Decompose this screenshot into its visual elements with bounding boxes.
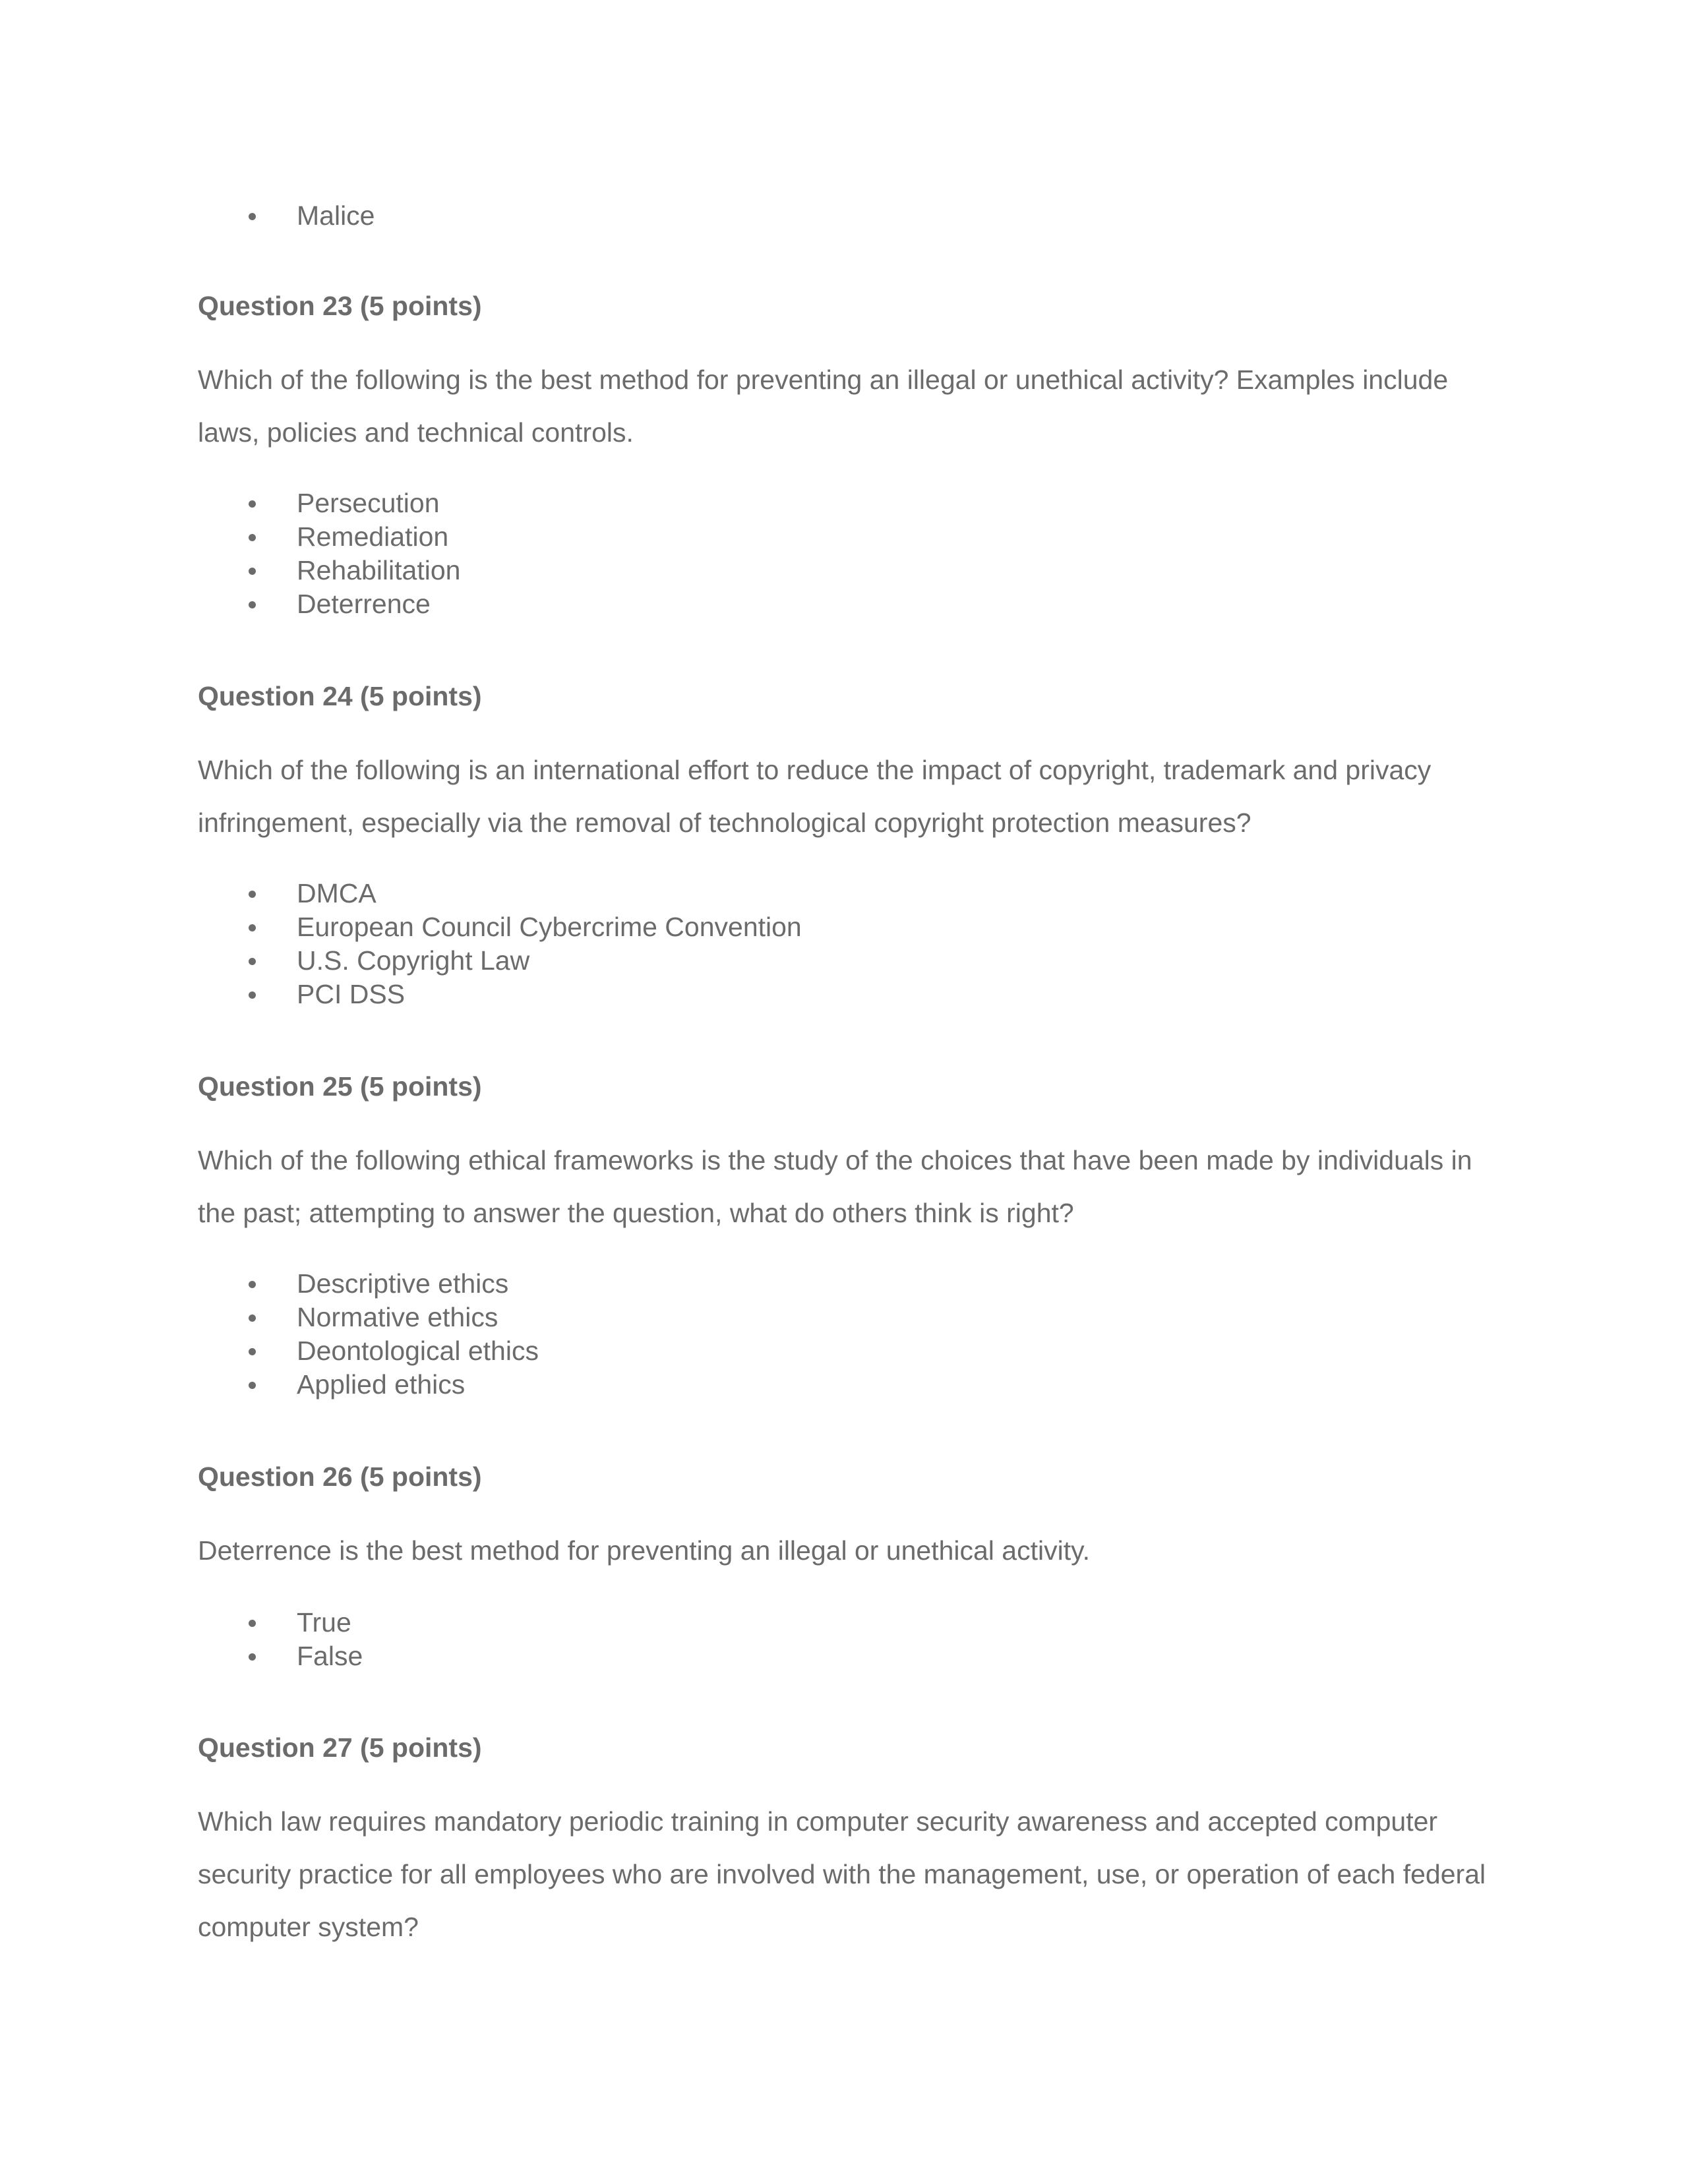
bullet-icon	[249, 1620, 256, 1627]
question-title: Question 27 (5 points)	[198, 1732, 482, 1763]
bullet-icon	[249, 534, 256, 541]
option-label: Applied ethics	[297, 1369, 466, 1400]
option-label: DMCA	[297, 878, 377, 908]
bullet-icon	[249, 500, 256, 508]
option-label: False	[297, 1641, 363, 1671]
option-label: European Council Cybercrime Convention	[297, 912, 802, 942]
question-text: Deterrence is the best method for preventing an illegal or unethical activity.	[198, 1535, 1090, 1566]
question-text: Which of the following is an international effort to reduce the impact of copyright, trademark and privacy infringement, especially via the removal of technological copyright protection measures?	[198, 755, 1432, 838]
option-label: Descriptive ethics	[297, 1268, 509, 1299]
question-title: Question 24 (5 points)	[198, 681, 482, 711]
option-label: Malice	[297, 200, 375, 231]
option-label: Persecution	[297, 488, 440, 518]
option-label: True	[297, 1607, 351, 1638]
option-label: Deontological ethics	[297, 1336, 539, 1366]
bullet-icon	[249, 924, 256, 931]
bullet-icon	[249, 991, 256, 999]
question-text: Which law requires mandatory periodic training in computer security awareness and accepted computer security practice for all employees who are involved with the management, use, or operation of each federal computer system?	[198, 1806, 1486, 1942]
question-text: Which of the following is the best method for preventing an illegal or unethical activity? Examples include laws, policies and technical controls.	[198, 365, 1449, 448]
bullet-icon	[249, 1281, 256, 1288]
option-label: Normative ethics	[297, 1302, 498, 1332]
question-title: Question 23 (5 points)	[198, 291, 482, 321]
bullet-icon	[249, 958, 256, 965]
bullet-icon	[249, 1382, 256, 1389]
question-title: Question 25 (5 points)	[198, 1071, 482, 1102]
bullet-icon	[249, 1314, 256, 1322]
question-title: Question 26 (5 points)	[198, 1461, 482, 1492]
option-label: Remediation	[297, 521, 449, 552]
bullet-icon	[249, 1653, 256, 1661]
bullet-icon	[249, 601, 256, 608]
option-label: Deterrence	[297, 589, 431, 619]
option-label: PCI DSS	[297, 979, 406, 1009]
question-text: Which of the following ethical frameworks is the study of the choices that have been made by individuals in the past; attempting to answer the question, what do others think is right?	[198, 1145, 1472, 1228]
bullet-icon	[249, 1348, 256, 1355]
bullet-icon	[249, 891, 256, 898]
bullet-icon	[249, 213, 256, 220]
option-label: U.S. Copyright Law	[297, 945, 530, 976]
option-label: Rehabilitation	[297, 555, 461, 585]
bullet-icon	[249, 568, 256, 575]
